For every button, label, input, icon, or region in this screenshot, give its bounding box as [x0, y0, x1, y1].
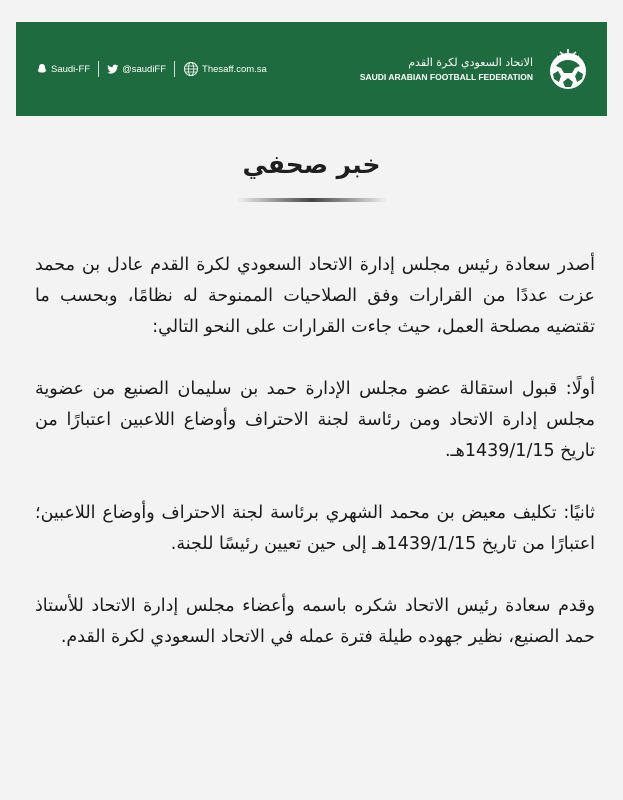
- twitter-handle: @saudiFF: [122, 63, 167, 75]
- paragraph-intro: أصدر سعادة رئيس مجلس إدارة الاتحاد السعودي لكرة القدم عادل بن محمد عزت عددًا من القرارات وفق الصلاحيات الممنوحة له نظامًا، وبحسب ما تقتضيه مصلحة العمل، حيث جاءت القرارات على النحو التالي:: [35, 255, 595, 337]
- snapchat-handle: Saudi-FF: [51, 63, 91, 75]
- paragraph-thanks: وقدم سعادة رئيس الاتحاد شكره باسمه وأعضاء مجلس إدارة الاتحاد للأستاذ حمد الصنيع، نظير جهوده طيلة فترة عمله في الاتحاد السعودي لكرة القدم.: [35, 596, 595, 647]
- paragraph-second-decision: ثانيًا: تكليف معيض بن محمد الشهري برئاسة لجنة الاحتراف وأوضاع اللاعبين؛ اعتبارًا من تاريخ 1439/1/15هـ إلى حين تعيين رئيسًا للجنة.: [35, 503, 595, 554]
- header-banner: [16, 22, 607, 116]
- press-release-body: [35, 250, 595, 684]
- twitter-icon: [107, 64, 119, 75]
- snapchat-link[interactable]: [36, 63, 90, 75]
- website-url: Thesaff.com.sa: [202, 63, 267, 75]
- brand-text: [360, 56, 533, 82]
- snapchat-icon: [36, 63, 48, 75]
- federation-logo: [543, 44, 593, 94]
- twitter-link[interactable]: [107, 64, 166, 75]
- federation-brand: [360, 44, 593, 94]
- paragraph-first-decision: أولًا: قبول استقالة عضو مجلس الإدارة حمد بن سليمان الصنيع من عضوية مجلس إدارة الاتحاد ومن رئاسة لجنة الاحتراف وأوضاع اللاعبين اعتبارًا من تاريخ 1439/1/15هـ.: [35, 379, 595, 461]
- globe-icon: [183, 61, 199, 77]
- website-link[interactable]: [183, 61, 267, 77]
- social-links: [36, 61, 267, 77]
- divider: [98, 61, 99, 77]
- org-name-ar: الاتحاد السعودي لكرة القدم: [408, 56, 533, 69]
- title-underline: [236, 198, 388, 202]
- page-title: خبر صحفي: [242, 150, 381, 179]
- org-name-en: SAUDI ARABIAN FOOTBALL FEDERATION: [359, 72, 533, 82]
- divider: [174, 61, 175, 77]
- title-area: [0, 150, 623, 179]
